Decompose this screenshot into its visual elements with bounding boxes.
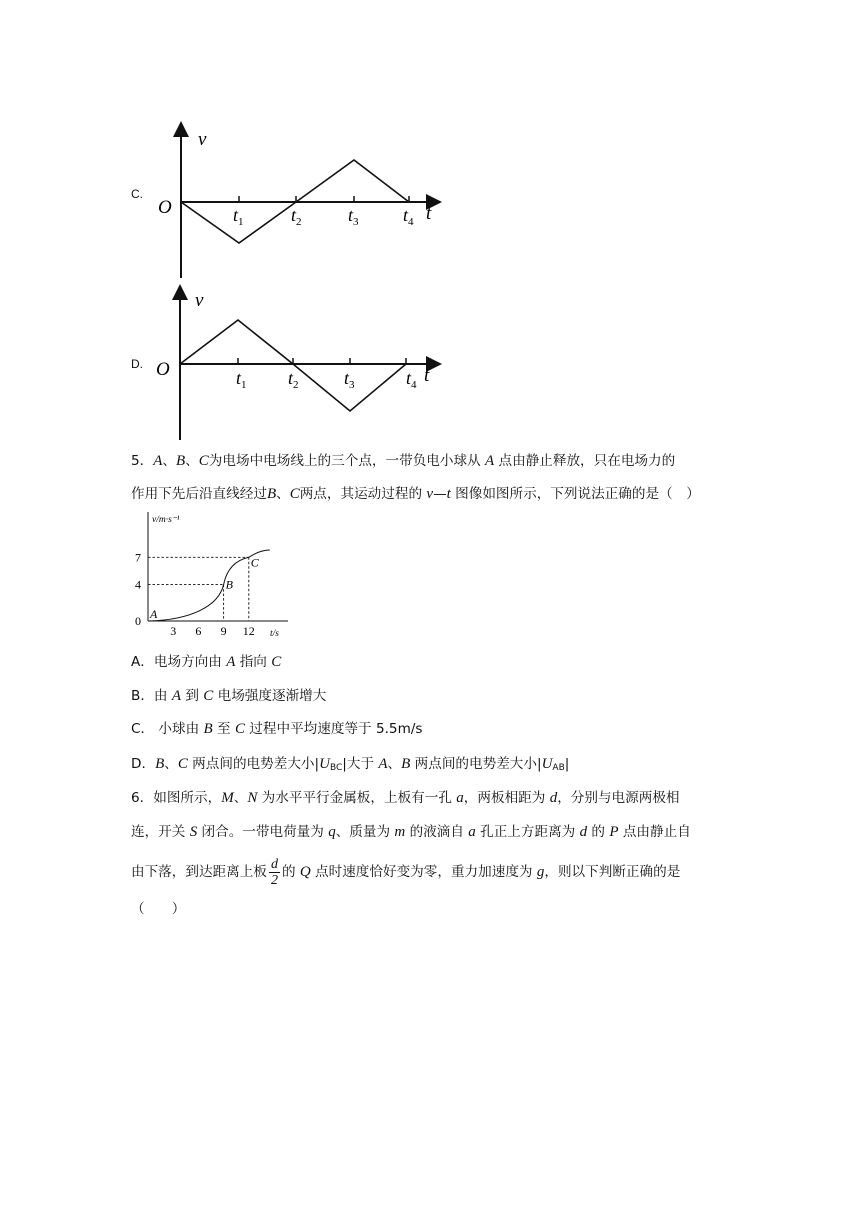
- option-d-letter: D.: [131, 357, 143, 371]
- tick-label: $t_3$: [344, 368, 355, 391]
- x-tick-label: 12: [242, 624, 255, 638]
- q5-stem-line-2: 作用下先后沿直线经过B、C两点，其运动过程的 v—t 图像如图所示，下列说法正确的是（ ）: [131, 486, 700, 502]
- y-tick-label: 7: [135, 550, 141, 565]
- q5-stem-line-1: 5．A、B、C为电场中电场线上的三个点，一带负电小球从 A 点由静止释放，只在电场力的: [131, 453, 676, 469]
- tick-label: $t_4$: [403, 205, 414, 228]
- x-tick-label: 9: [220, 624, 227, 638]
- point-label-c: C: [250, 555, 259, 570]
- origin-label: O: [156, 359, 170, 380]
- q5-option-b: B．由 A 到 C 电场强度逐渐增大: [131, 688, 327, 704]
- y-tick-label: 0: [135, 614, 141, 628]
- y-axis-label: v: [195, 290, 204, 311]
- y-axis-label: v: [198, 129, 207, 150]
- q6-stem-line-1: 6．如图所示，M、N 为水平平行金属板，上板有一孔 a，两板相距为 d，分别与电源两极相: [131, 790, 680, 806]
- tick-label: $t_2$: [291, 205, 302, 228]
- q5-option-c: C． 小球由 B 至 C 过程中平均速度等于 5.5m/s: [131, 721, 423, 737]
- x-axis-title: t/s: [270, 629, 279, 639]
- y-tick-label: 4: [135, 577, 141, 592]
- option-c-vt-graph: [150, 115, 450, 285]
- q6-stem-line-2: 连，开关 S 闭合。一带电荷量为 q、质量为 m 的液滴自 a 孔正上方距离为 d 的 P 点由静止自: [131, 824, 691, 840]
- q5-vt-chart: [130, 508, 290, 642]
- point-label-a: A: [150, 607, 158, 621]
- y-axis-title: v/m·s⁻¹: [152, 515, 180, 525]
- origin-label: O: [158, 197, 172, 218]
- tick-label: $t_2$: [288, 368, 299, 391]
- x-tick-label: 6: [195, 624, 202, 638]
- tick-label: $t_3$: [348, 205, 359, 228]
- x-axis-label: t: [426, 203, 432, 224]
- tick-label: $t_1$: [236, 368, 247, 391]
- fraction-d-over-2: $\frac{d}{2}$: [270, 856, 278, 888]
- point-label-b: B: [225, 577, 233, 592]
- tick-label: $t_1$: [233, 205, 244, 228]
- q6-stem-line-3: 由下落，到达距离上板 $\frac{d}{2}$ 的 Q 点时速度恰好变为零，重力加速度为 g，则以下判断正确的是: [131, 856, 681, 888]
- x-tick-label: 3: [170, 624, 177, 638]
- q5-option-a: A．电场方向由 A 指向 C: [131, 654, 282, 670]
- q6-answer-paren: （ ）: [131, 901, 186, 917]
- option-d-vt-graph: [150, 282, 450, 447]
- x-axis-label: t: [424, 365, 430, 386]
- velocity-line: [180, 320, 406, 411]
- tick-label: $t_4$: [406, 368, 417, 391]
- option-c-letter: C.: [131, 187, 143, 201]
- q5-option-d: D．B、C 两点间的电势差大小$|U_{BC}|$大于 A、B 两点间的电势差大小$|U_{AB}|$: [131, 756, 570, 773]
